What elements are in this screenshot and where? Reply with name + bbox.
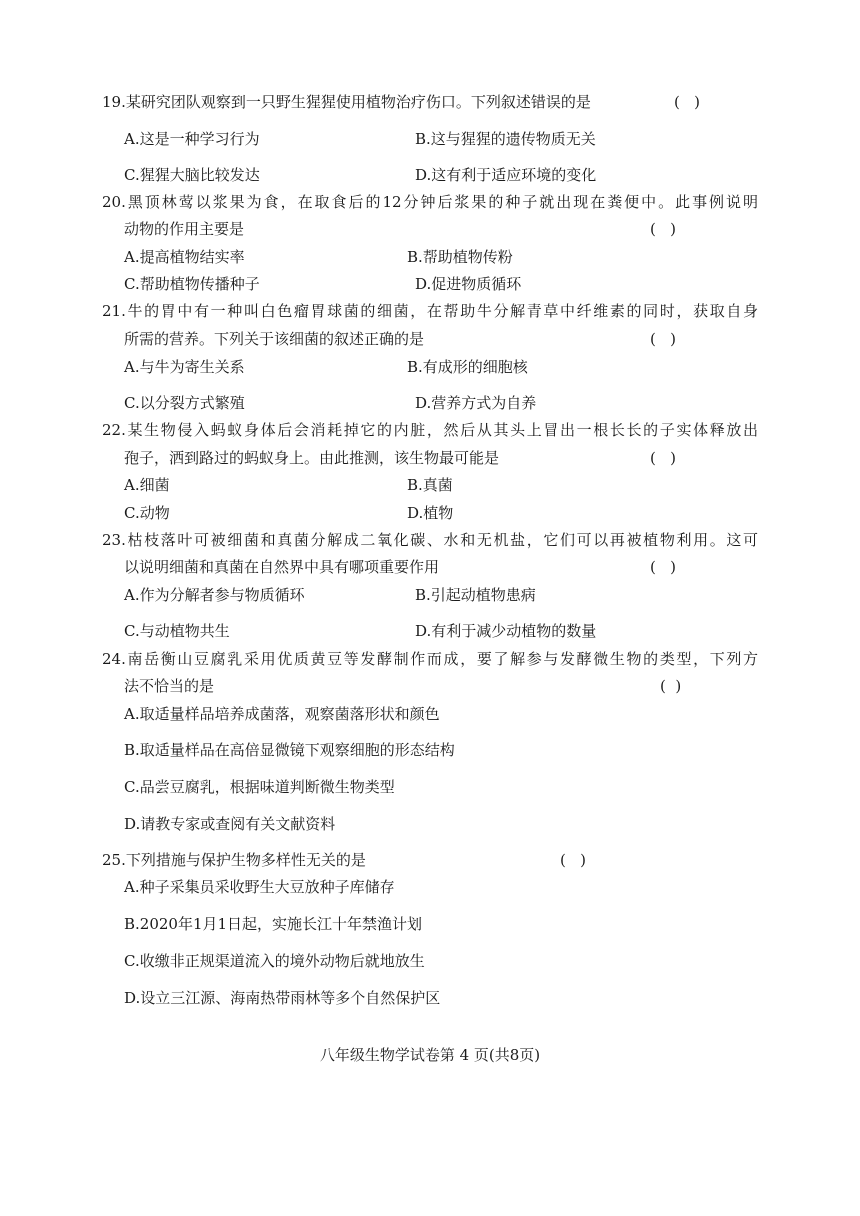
q19-option-c: C.猩猩大脑比较发达 xyxy=(124,166,260,184)
question-21-stem-line2: 所需的营养。下列关于该细菌的叙述正确的是 xyxy=(124,330,425,348)
answer-blank-20: ( ) xyxy=(650,220,677,238)
q21-option-c: C.以分裂方式繁殖 xyxy=(124,394,245,412)
q25-option-c: C.收缴非正规渠道流入的境外动物后就地放生 xyxy=(124,952,425,970)
q20-option-b: B.帮助植物传粉 xyxy=(407,248,513,266)
question-20-stem-line1: 20.黑顶林莺以浆果为食，在取食后的12分钟后浆果的种子就出现在粪便中。此事例说明 xyxy=(102,193,758,211)
q23-option-c: C.与动植物共生 xyxy=(124,622,230,640)
q25-option-d: D.设立三江源、海南热带雨林等多个自然保护区 xyxy=(124,989,441,1007)
question-23-stem-line2: 以说明细菌和真菌在自然界中具有哪项重要作用 xyxy=(124,558,440,576)
q19-option-d: D.这有利于适应环境的变化 xyxy=(415,166,597,184)
q21-option-a: A.与牛为寄生关系 xyxy=(124,358,245,376)
q21-option-d: D.营养方式为自养 xyxy=(415,394,537,412)
q25-option-a: A.种子采集员采收野生大豆放种子库储存 xyxy=(124,878,395,896)
q24-option-b: B.取适量样品在高倍显微镜下观察细胞的形态结构 xyxy=(124,741,455,759)
answer-blank-25: ( ) xyxy=(560,851,587,869)
q25-option-b: B.2020年1月1日起，实施长江十年禁渔计划 xyxy=(124,915,423,933)
q23-option-b: B.引起动植物患病 xyxy=(415,586,536,604)
q21-option-b: B.有成形的细胞核 xyxy=(407,358,528,376)
q22-option-c: C.动物 xyxy=(124,504,170,522)
question-22-stem-line2: 孢子，洒到路过的蚂蚁身上。由此推测，该生物最可能是 xyxy=(124,449,500,467)
q24-option-c: C.品尝豆腐乳，根据味道判断微生物类型 xyxy=(124,778,395,796)
answer-blank-19: ( ) xyxy=(674,93,701,111)
question-25-stem: 25.下列措施与保护生物多样性无关的是 xyxy=(102,851,366,869)
q20-option-c: C.帮助植物传播种子 xyxy=(124,275,260,293)
question-19-stem: 19.某研究团队观察到一只野生猩猩使用植物治疗伤口。下列叙述错误的是 xyxy=(102,93,591,111)
q23-option-d: D.有利于减少动植物的数量 xyxy=(415,622,597,640)
q24-option-a: A.取适量样品培养成菌落，观察菌落形状和颜色 xyxy=(124,705,440,723)
q22-option-b: B.真菌 xyxy=(407,476,453,494)
q22-option-a: A.细菌 xyxy=(124,476,170,494)
question-20-stem-line2: 动物的作用主要是 xyxy=(124,220,245,238)
question-21-stem-line1: 21.牛的胃中有一种叫白色瘤胃球菌的细菌，在帮助牛分解青草中纤维素的同时，获取自身 xyxy=(102,302,758,320)
answer-blank-21: ( ) xyxy=(650,330,677,348)
page-footer: 八年级生物学试卷第 4 页(共8页) xyxy=(319,1046,541,1064)
answer-blank-22: ( ) xyxy=(650,449,677,467)
question-22-stem-line1: 22.某生物侵入蚂蚁身体后会消耗掉它的内脏，然后从其头上冒出一根长长的子实体释放出 xyxy=(102,421,758,439)
q23-option-a: A.作为分解者参与物质循环 xyxy=(124,586,305,604)
q22-option-d: D.植物 xyxy=(407,504,454,522)
question-24-stem-line2: 法不恰当的是 xyxy=(124,677,215,695)
answer-blank-23: ( ) xyxy=(650,558,677,576)
q24-option-d: D.请教专家或查阅有关文献资料 xyxy=(124,815,336,833)
question-23-stem-line1: 23.枯枝落叶可被细菌和真菌分解成二氧化碳、水和无机盐，它们可以再被植物利用。这可 xyxy=(102,531,758,549)
q20-option-a: A.提高植物结实率 xyxy=(124,248,245,266)
question-24-stem-line1: 24.南岳衡山豆腐乳采用优质黄豆等发酵制作而成，要了解参与发酵微生物的类型，下列方 xyxy=(102,650,758,668)
q19-option-b: B.这与猩猩的遗传物质无关 xyxy=(415,130,596,148)
q20-option-d: D.促进物质循环 xyxy=(415,275,522,293)
q19-option-a: A.这是一种学习行为 xyxy=(124,130,260,148)
answer-blank-24: ( ) xyxy=(660,677,682,695)
